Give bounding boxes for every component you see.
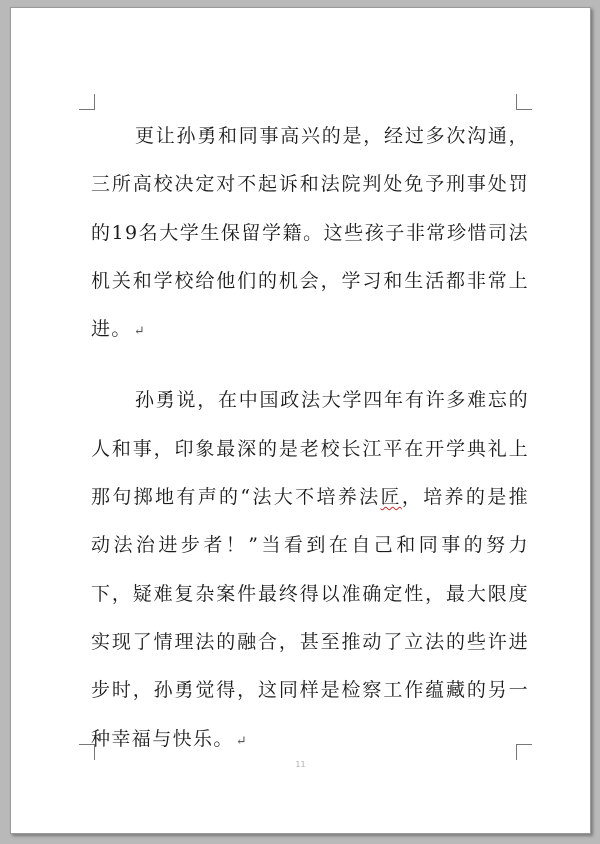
document-body[interactable] [91,112,529,786]
paragraph-2[interactable] [91,376,529,765]
paragraph-mark-icon: ↵ [235,733,247,749]
crop-mark-top-left [79,94,95,110]
paragraph-text-end: ，培养的是推动法治进步者！”当看到在自己和同事的努力下，疑难复杂案件最终得以准确定性，最大限度实现了情理法的融合，甚至推动了立法的些许进步时，孙勇觉得，这同样是检察工作蕴藏的另一种幸福与快乐。 [91,486,529,750]
paragraph-text: 更让孙勇和同事高兴的是，经过多次沟通，三所高校决定对不起诉和法院判处免予刑事处罚的19名大学生保留学籍。这些孩子非常珍惜司法机关和学校给他们的机会，学习和生活都非常上进。 [91,125,529,341]
document-page[interactable] [10,7,591,834]
paragraph-text-start: 孙勇说，在中国政法大学四年有许多难忘的人和事，印象最深的是老校长江平在开学典礼上那句掷地有声的“法大不培养法 [91,389,529,509]
crop-mark-top-right [516,94,532,110]
paragraph-1[interactable] [91,112,529,356]
paragraph-mark-icon: ↵ [133,324,145,340]
page-number: 11 [295,760,306,769]
spelling-flag[interactable]: 匠 [380,486,402,509]
